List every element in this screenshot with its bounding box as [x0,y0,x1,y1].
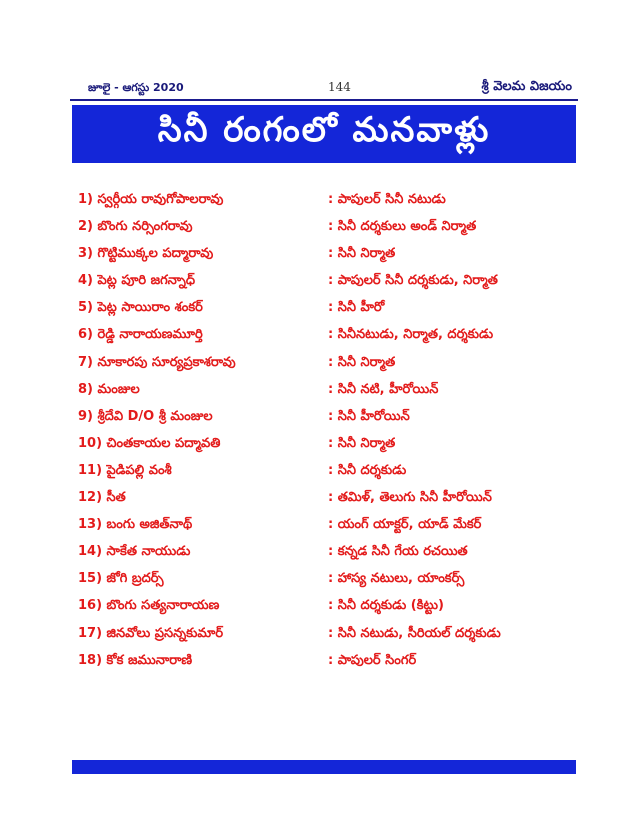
person-name: 3) గొట్టిముక్కల పద్మారావు [78,246,214,262]
person-name: 16) బొంగు సత్యనారాయణ [78,598,220,614]
person-role: : సినీ నటుడు, సీరియల్ దర్శకుడు [328,625,501,641]
list-item [78,355,578,382]
list-item [78,273,578,300]
list-item [78,490,578,517]
list-item [78,192,578,219]
person-name: 18) కోక జమునారాణి [78,652,193,668]
person-name: 8) మంజుల [78,381,140,397]
person-name: 7) నూకారపు సూర్యప్రకాశరావు [78,354,236,370]
list-item [78,300,578,327]
magazine-name: శ్రీ వెలమ విజయం [481,79,572,94]
title-banner [72,105,576,163]
footer-bar [72,760,576,774]
person-role: : తమిళ్, తెలుగు సినీ హీరోయిన్ [328,490,492,506]
list-item [78,598,578,625]
person-role: : సినీనటుడు, నిర్మాత, దర్శకుడు [328,327,494,343]
list-item [78,219,578,246]
person-name: 4) పెట్ల పూరి జగన్నాధ్ [78,273,196,289]
page-header [70,79,578,101]
list-item [78,544,578,571]
person-role: : సినీ దర్శకులు అండ్ నిర్మాత [328,219,477,235]
person-role: : పాపులర్ సినీ నటుడు [328,192,446,207]
person-name: 17) జినవోలు ప్రసన్నకుమార్ [78,625,224,641]
person-role: : సినీ నటి, హీరోయిన్ [328,381,439,397]
page-number: 144 [328,80,351,94]
person-role: : హాస్య నటులు, యాంకర్స్ [328,571,465,587]
person-role: : యంగ్ యాక్టర్, యాడ్ మేకర్ [328,517,482,533]
person-role: : పాపులర్ సింగర్ [328,652,417,668]
person-name: 11) పైడిపల్లి వంశీ [78,462,172,478]
list-item [78,436,578,463]
person-name: 13) బంగు అజిత్‌నాథ్ [78,517,193,533]
person-role: : కన్నడ సినీ గేయ రచయిత [328,544,468,560]
person-name: 2) బొంగు నర్సింగరావు [78,219,193,235]
person-name: 14) సాకేత నాయుడు [78,544,191,560]
person-name: 6) రెడ్డి నారాయణమూర్తి [78,327,203,343]
person-role: : పాపులర్ సినీ దర్శకుడు, నిర్మాత [328,273,498,289]
person-role: : సినీ హీరో [328,300,385,316]
person-name: 9) శ్రీదేవి D/O శ్రీ మంజుల [78,408,213,424]
list-item [78,409,578,436]
person-role: : సినీ నిర్మాత [328,246,396,262]
person-name: 10) చింతకాయల పద్మావతి [78,435,221,451]
person-role: : సినీ హీరోయిన్ [328,408,410,424]
person-name: 15) జోగి బ్రదర్స్ [78,571,164,587]
list-item [78,246,578,273]
person-role: : సినీ నిర్మాత [328,354,396,370]
list-item [78,653,578,680]
person-name: 12) సీత [78,490,126,506]
page-title: సినీ రంగంలో మనవాళ్లు [157,110,491,150]
list-item [78,382,578,409]
issue-date: జూలై - ఆగస్టు 2020 [88,81,184,94]
person-role: : సినీ దర్శకుడు [328,462,407,478]
person-role: : సినీ దర్శకుడు (కిట్టు) [328,598,444,614]
list-item [78,327,578,354]
list-item [78,626,578,653]
person-role: : సినీ నిర్మాత [328,435,396,451]
people-list [78,192,578,680]
person-name: 5) పెట్ల సాయిరాం శంకర్ [78,300,203,316]
list-item [78,571,578,598]
list-item [78,517,578,544]
list-item [78,463,578,490]
person-name: 1) స్వర్గీయ రావుగోపాలరావు [78,192,224,207]
